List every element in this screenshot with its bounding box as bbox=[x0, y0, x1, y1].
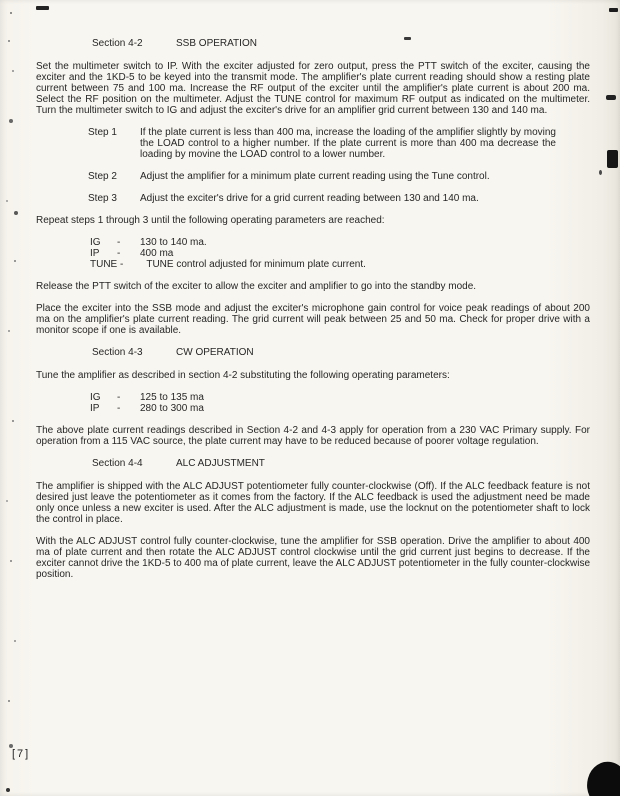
paragraph-repeat-steps: Repeat steps 1 through 3 until the following operating parameters are reached: bbox=[36, 215, 385, 226]
scan-artifact bbox=[6, 788, 10, 792]
param-dash: - bbox=[117, 392, 121, 403]
param-name: IP bbox=[90, 403, 100, 414]
param-name: IP bbox=[90, 248, 100, 259]
param-row-ig bbox=[90, 237, 590, 248]
parameter-list-cw bbox=[90, 392, 590, 414]
step-label: Step 2 bbox=[88, 171, 117, 182]
step-3 bbox=[88, 193, 556, 204]
scan-artifact bbox=[609, 8, 618, 12]
section-label: Section 4-3 bbox=[92, 347, 143, 358]
scan-artifact bbox=[404, 37, 411, 40]
step-label: Step 3 bbox=[88, 193, 117, 204]
scan-speckles bbox=[10, 12, 12, 14]
paragraph-cw-intro: Tune the amplifier as described in section 4-2 substituting the following operating parameters: bbox=[36, 370, 450, 381]
param-name: IG bbox=[90, 237, 101, 248]
param-value: 125 to 135 ma bbox=[140, 392, 204, 403]
scan-artifact bbox=[599, 170, 602, 175]
section-label: Section 4-4 bbox=[92, 458, 143, 469]
page-number: [7] bbox=[12, 748, 31, 760]
page-content bbox=[36, 34, 590, 591]
paragraph-ssb-intro: Set the multimeter switch to IP. With the exciter adjusted for zero output, press the PTT switch of the exciter, causing the exciter and the 1KD-5 to be keyed into the transmit mode. The amplifier's plate current reading should show a resting plate current between 75 and 100 ma. Increase the RF output of the exciter until the amplifier's plate current is about 200 ma. Select the RF position on the multimeter. Adjust the TUNE control for maximum RF output as indicated on the multimeter. Turn the multimeter switch to IG and adjust the exciter's drive for an amplifier grid current between 130 and 140 ma. bbox=[36, 61, 590, 116]
section-heading-4-2 bbox=[92, 38, 590, 49]
param-row-ip bbox=[90, 248, 590, 259]
paragraph-alc-procedure: With the ALC ADJUST control fully counter-clockwise, tune the amplifier for SSB operation. Drive the amplifier to about 400 ma of plate current and then rotate the ALC ADJUST control clockwise until the grid current just begins to decrease. If the exciter cannot drive the 1KD-5 to 400 ma of plate current, leave the ALC ADJUST potentiometer in the fully counter-clockwise position. bbox=[36, 536, 590, 580]
param-value: 400 ma bbox=[140, 248, 174, 259]
step-2 bbox=[88, 171, 556, 182]
step-text: Adjust the amplifier for a minimum plate current reading using the Tune control. bbox=[140, 171, 490, 182]
param-name: IG bbox=[90, 392, 101, 403]
param-dash: - bbox=[117, 248, 121, 259]
parameter-list-ssb bbox=[90, 237, 590, 270]
scan-artifact bbox=[36, 6, 49, 10]
section-title: ALC ADJUSTMENT bbox=[176, 458, 265, 469]
paragraph-ssb-mode: Place the exciter into the SSB mode and adjust the exciter's microphone gain control for voice peak readings of about 200 ma on the amplifier's plate current reading. The grid current will peak between 25 and 50 ma. Check for proper drive with a monitor scope if one is available. bbox=[36, 303, 590, 336]
section-heading-4-4 bbox=[92, 458, 590, 469]
param-value: TUNE control adjusted for minimum plate current. bbox=[146, 259, 366, 270]
paragraph-vac-note: The above plate current readings described in Section 4-2 and 4-3 apply for operation from a 230 VAC Primary supply. For operation from a 115 VAC source, the plate current may have to be reduced because of poorer voltage regulation. bbox=[36, 425, 590, 447]
step-text: Adjust the exciter's drive for a grid current reading between 130 and 140 ma. bbox=[140, 193, 479, 204]
param-dash: - bbox=[117, 403, 121, 414]
param-dash bbox=[123, 259, 146, 270]
param-row-ig bbox=[90, 392, 590, 403]
section-title: CW OPERATION bbox=[176, 347, 254, 358]
paragraph-alc-intro: The amplifier is shipped with the ALC ADJUST potentiometer fully counter-clockwise (Off). If the ALC feedback feature is not desired just leave the potentiometer as it comes from the factory. If the ALC feedback is used the adjustment need be made only once unless a new exciter is used. After the ALC adjustment is made, use the locknut on the potentiometer shaft to lock the control in place. bbox=[36, 481, 590, 525]
scan-artifact bbox=[606, 95, 616, 100]
paragraph-release-ptt: Release the PTT switch of the exciter to allow the exciter and amplifier to go into the standby mode. bbox=[36, 281, 477, 292]
section-title: SSB OPERATION bbox=[176, 38, 257, 49]
section-heading-4-3 bbox=[92, 347, 590, 358]
param-dash: - bbox=[117, 237, 121, 248]
param-row-ip bbox=[90, 403, 590, 414]
step-text: If the plate current is less than 400 ma, increase the loading of the amplifier slightly by moving the LOAD control to a higher number. If the plate current is more than 400 ma decrease the loading by movine the LOAD control to a lower number. bbox=[140, 127, 556, 160]
step-1 bbox=[88, 127, 556, 160]
param-name: TUNE - bbox=[90, 259, 124, 270]
param-value: 280 to 300 ma bbox=[140, 403, 204, 414]
param-value: 130 to 140 ma. bbox=[140, 237, 207, 248]
section-label: Section 4-2 bbox=[92, 38, 143, 49]
scan-artifact bbox=[582, 758, 620, 796]
param-row-tune bbox=[90, 259, 590, 270]
scan-artifact bbox=[607, 150, 618, 168]
step-label: Step 1 bbox=[88, 127, 117, 138]
